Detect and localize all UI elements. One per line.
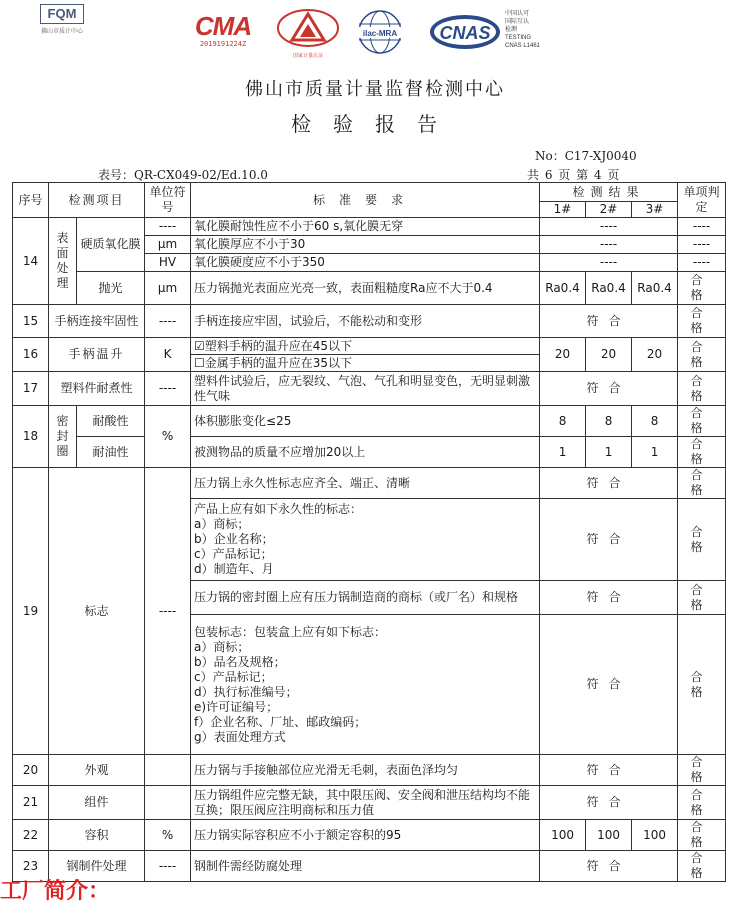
- ilac-globe-icon: [352, 8, 408, 56]
- result-r2-cell: Ra0.4: [586, 272, 632, 305]
- result-r1-cell: Ra0.4: [540, 272, 586, 305]
- requirement-cell: ☑塑料手柄的温升应在45以下: [191, 338, 540, 355]
- result-cell: 符合: [540, 581, 678, 615]
- judge-cell: 合格: [678, 851, 726, 882]
- item-cell: 手柄连接牢固性: [49, 305, 145, 338]
- requirement-line: b）品名及规格；: [194, 654, 286, 669]
- table-row: [13, 468, 726, 499]
- judge-cell: ----: [678, 254, 726, 272]
- fqm-logo: [30, 4, 94, 35]
- requirement-cell: 钢制件需经防腐处理: [191, 851, 540, 882]
- col-seq: 序号: [13, 183, 49, 218]
- cma-number: 2019191224Z: [199, 40, 247, 48]
- result-r2-cell: 20: [586, 338, 632, 372]
- requirement-line: 产品上应有如下永久性的标志：: [194, 502, 363, 516]
- requirement-line: 包装标志：包装盒上应有如下标志：: [194, 624, 387, 639]
- result-r1-cell: 1: [540, 437, 586, 468]
- unit-cell: ----: [145, 305, 191, 338]
- cnas-mark-icon: [428, 12, 502, 52]
- col-r1: 1#: [540, 202, 586, 218]
- testing-line: 中国认可: [505, 11, 530, 17]
- requirement-line: c）产品标记；: [194, 547, 273, 561]
- requirement-cell: 体积膨胀变化≤25: [191, 406, 540, 437]
- cnas-logo: [428, 12, 502, 56]
- col-r3: 3#: [632, 202, 678, 218]
- seq-cell: 20: [13, 755, 49, 786]
- judge-cell: 合格: [678, 468, 726, 499]
- testing-line: 检测: [505, 27, 518, 33]
- cnas-text: CNAS: [439, 23, 491, 43]
- judge-cell: 合格: [678, 372, 726, 406]
- requirement-cell: 塑料件试验后，应无裂纹、气泡、气孔和明显变色，无明显刺激性气味: [191, 372, 540, 406]
- unit-cell: μm: [145, 272, 191, 305]
- cal-triangle-icon: [275, 8, 341, 48]
- fqm-subtitle: 佛山市质计中心: [40, 28, 83, 35]
- result-cell: 符合: [540, 755, 678, 786]
- judge-cell: 合格: [678, 615, 726, 755]
- table-row: [13, 786, 726, 820]
- ilac-text: ilac-MRA: [362, 29, 398, 38]
- subitem-cell: 耐油性: [77, 437, 145, 468]
- requirement-cell: ☐金属手柄的温升应在35以下: [191, 355, 540, 372]
- table-row: [13, 272, 726, 305]
- seq-cell: 19: [13, 468, 49, 755]
- seq-cell: 21: [13, 786, 49, 820]
- requirement-cell: [191, 615, 540, 755]
- requirement-line: a）商标；: [194, 639, 250, 654]
- result-cell: ----: [540, 236, 678, 254]
- report-number: No：C17-XJ0040: [535, 149, 637, 163]
- col-judge: 单项判定: [678, 183, 726, 218]
- item-cell: 容积: [49, 820, 145, 851]
- result-cell: 符合: [540, 499, 678, 581]
- judge-cell: 合格: [678, 338, 726, 372]
- seq-cell: 16: [13, 338, 49, 372]
- table-row: [13, 372, 726, 406]
- requirement-cell: 压力锅上永久性标志应齐全、端正、清晰: [191, 468, 540, 499]
- unit-cell: HV: [145, 254, 191, 272]
- judge-cell: 合格: [678, 406, 726, 437]
- table-row: [13, 338, 726, 355]
- item-cell: 塑料件耐煮性: [49, 372, 145, 406]
- result-cell: 符合: [540, 615, 678, 755]
- unit-cell: ----: [145, 468, 191, 755]
- result-cell: 符合: [540, 468, 678, 499]
- factory-intro-heading: 工厂简介：: [0, 879, 111, 904]
- cal-logo: [275, 8, 341, 59]
- unit-cell: K: [145, 338, 191, 372]
- requirement-cell: 压力锅的密封圈上应有压力锅制造商的商标（或厂名）和规格: [191, 581, 540, 615]
- judge-cell: 合格: [678, 755, 726, 786]
- testing-line: TESTING: [505, 35, 532, 41]
- result-cell: ----: [540, 254, 678, 272]
- cal-caption: 国家计量认证: [292, 53, 323, 59]
- result-r3-cell: 100: [632, 820, 678, 851]
- judge-cell: 合格: [678, 581, 726, 615]
- testing-caption: [505, 10, 569, 50]
- result-cell: 符合: [540, 372, 678, 406]
- table-row: [13, 851, 726, 882]
- result-r3-cell: 1: [632, 437, 678, 468]
- judge-cell: 合格: [678, 820, 726, 851]
- unit-cell: [145, 786, 191, 820]
- result-cell: 符合: [540, 851, 678, 882]
- item-cell: 外观: [49, 755, 145, 786]
- subitem-cell: 耐酸性: [77, 406, 145, 437]
- result-r2-cell: 1: [586, 437, 632, 468]
- table-row: [13, 218, 726, 236]
- cma-logo: [190, 12, 256, 48]
- table-header-row: [13, 183, 726, 202]
- result-cell: 符合: [540, 786, 678, 820]
- judge-cell: ----: [678, 236, 726, 254]
- judge-cell: ----: [678, 218, 726, 236]
- requirement-cell: 手柄连接应牢固，试验后，不能松动和变形: [191, 305, 540, 338]
- result-r3-cell: 20: [632, 338, 678, 372]
- table-row: [13, 820, 726, 851]
- judge-cell: 合格: [678, 499, 726, 581]
- col-item: 检测项目: [49, 183, 145, 218]
- requirement-cell: 压力锅与手接触部位应光滑无毛刺，表面色泽均匀: [191, 755, 540, 786]
- item-cell: 组件: [49, 786, 145, 820]
- requirement-cell: 被测物品的质量不应增加20以上: [191, 437, 540, 468]
- result-cell: 符合: [540, 305, 678, 338]
- col-results: 检测结果: [540, 183, 678, 202]
- table-row: [13, 406, 726, 437]
- requirement-line: d）执行标准编号；: [194, 684, 298, 699]
- requirement-line: f）企业名称、厂址、邮政编码；: [194, 714, 367, 729]
- unit-cell: %: [145, 406, 191, 468]
- subitem-cell: 抛光: [77, 272, 145, 305]
- certification-logos: [0, 0, 750, 68]
- item-cell: 标志: [49, 468, 145, 755]
- result-cell: ----: [540, 218, 678, 236]
- requirement-line: c）产品标记；: [194, 669, 273, 684]
- requirement-line: e)许可证编号；: [194, 699, 279, 714]
- ilac-logo: [352, 8, 408, 60]
- requirement-cell: 氧化膜厚应不小于30: [191, 236, 540, 254]
- judge-cell: 合格: [678, 272, 726, 305]
- report-table: [12, 182, 726, 882]
- seq-cell: 17: [13, 372, 49, 406]
- result-r3-cell: 8: [632, 406, 678, 437]
- table-row: [13, 755, 726, 786]
- testing-line: 国际互认: [505, 19, 530, 25]
- unit-cell: μm: [145, 236, 191, 254]
- result-r1-cell: 20: [540, 338, 586, 372]
- group-cell: 表面处理: [49, 218, 77, 305]
- col-unit: 单位符号: [145, 183, 191, 218]
- result-r3-cell: Ra0.4: [632, 272, 678, 305]
- requirement-line: a）商标；: [194, 517, 250, 531]
- item-cell: 手柄温升: [49, 338, 145, 372]
- group-cell: 密封圈: [49, 406, 77, 468]
- requirement-cell: 氧化膜硬度应不小于350: [191, 254, 540, 272]
- col-std: 标准要求: [191, 183, 540, 218]
- result-r2-cell: 100: [586, 820, 632, 851]
- unit-cell: ----: [145, 372, 191, 406]
- fqm-mark: FQM: [40, 4, 84, 24]
- item-cell: 钢制件处理: [49, 851, 145, 882]
- table-row: [13, 437, 726, 468]
- requirement-line: d）制造年、月: [194, 562, 274, 576]
- judge-cell: 合格: [678, 305, 726, 338]
- page-info: 共 6 页 第 4 页: [527, 168, 621, 182]
- seq-cell: 23: [13, 851, 49, 882]
- seq-cell: 18: [13, 406, 49, 468]
- requirement-line: b）企业名称；: [194, 532, 274, 546]
- requirement-cell: 压力锅组件应完整无缺，其中限压阀、安全阀和泄压结构均不能互换；限压阀应注明商标和压力值: [191, 786, 540, 820]
- subitem-cell: 硬质氧化膜: [77, 218, 145, 272]
- requirement-cell: 压力锅抛光表面应光亮一致，表面粗糙度Ra应不大于0.4: [191, 272, 540, 305]
- requirement-cell: 氧化膜耐蚀性应不小于60 s,氧化膜无穿: [191, 218, 540, 236]
- col-r2: 2#: [586, 202, 632, 218]
- unit-cell: %: [145, 820, 191, 851]
- seq-cell: 14: [13, 218, 49, 305]
- requirement-cell: [191, 499, 540, 581]
- result-r1-cell: 100: [540, 820, 586, 851]
- result-r1-cell: 8: [540, 406, 586, 437]
- seq-cell: 22: [13, 820, 49, 851]
- unit-cell: ----: [145, 218, 191, 236]
- report-title: 检验报告: [291, 112, 459, 136]
- judge-cell: 合格: [678, 437, 726, 468]
- cma-mark: CMA: [194, 11, 252, 41]
- requirement-cell: 压力锅实际容积应不小于额定容积的95: [191, 820, 540, 851]
- organization-name: 佛山市质量计量监督检测中心: [245, 79, 505, 100]
- requirement-line: g）表面处理方式: [194, 729, 286, 744]
- judge-cell: 合格: [678, 786, 726, 820]
- result-r2-cell: 8: [586, 406, 632, 437]
- unit-cell: ----: [145, 851, 191, 882]
- table-row: [13, 305, 726, 338]
- form-number: 表号：QR-CX049-02/Ed.10.0: [98, 168, 268, 182]
- seq-cell: 15: [13, 305, 49, 338]
- testing-line: CNAS L1461: [505, 43, 541, 49]
- unit-cell: [145, 755, 191, 786]
